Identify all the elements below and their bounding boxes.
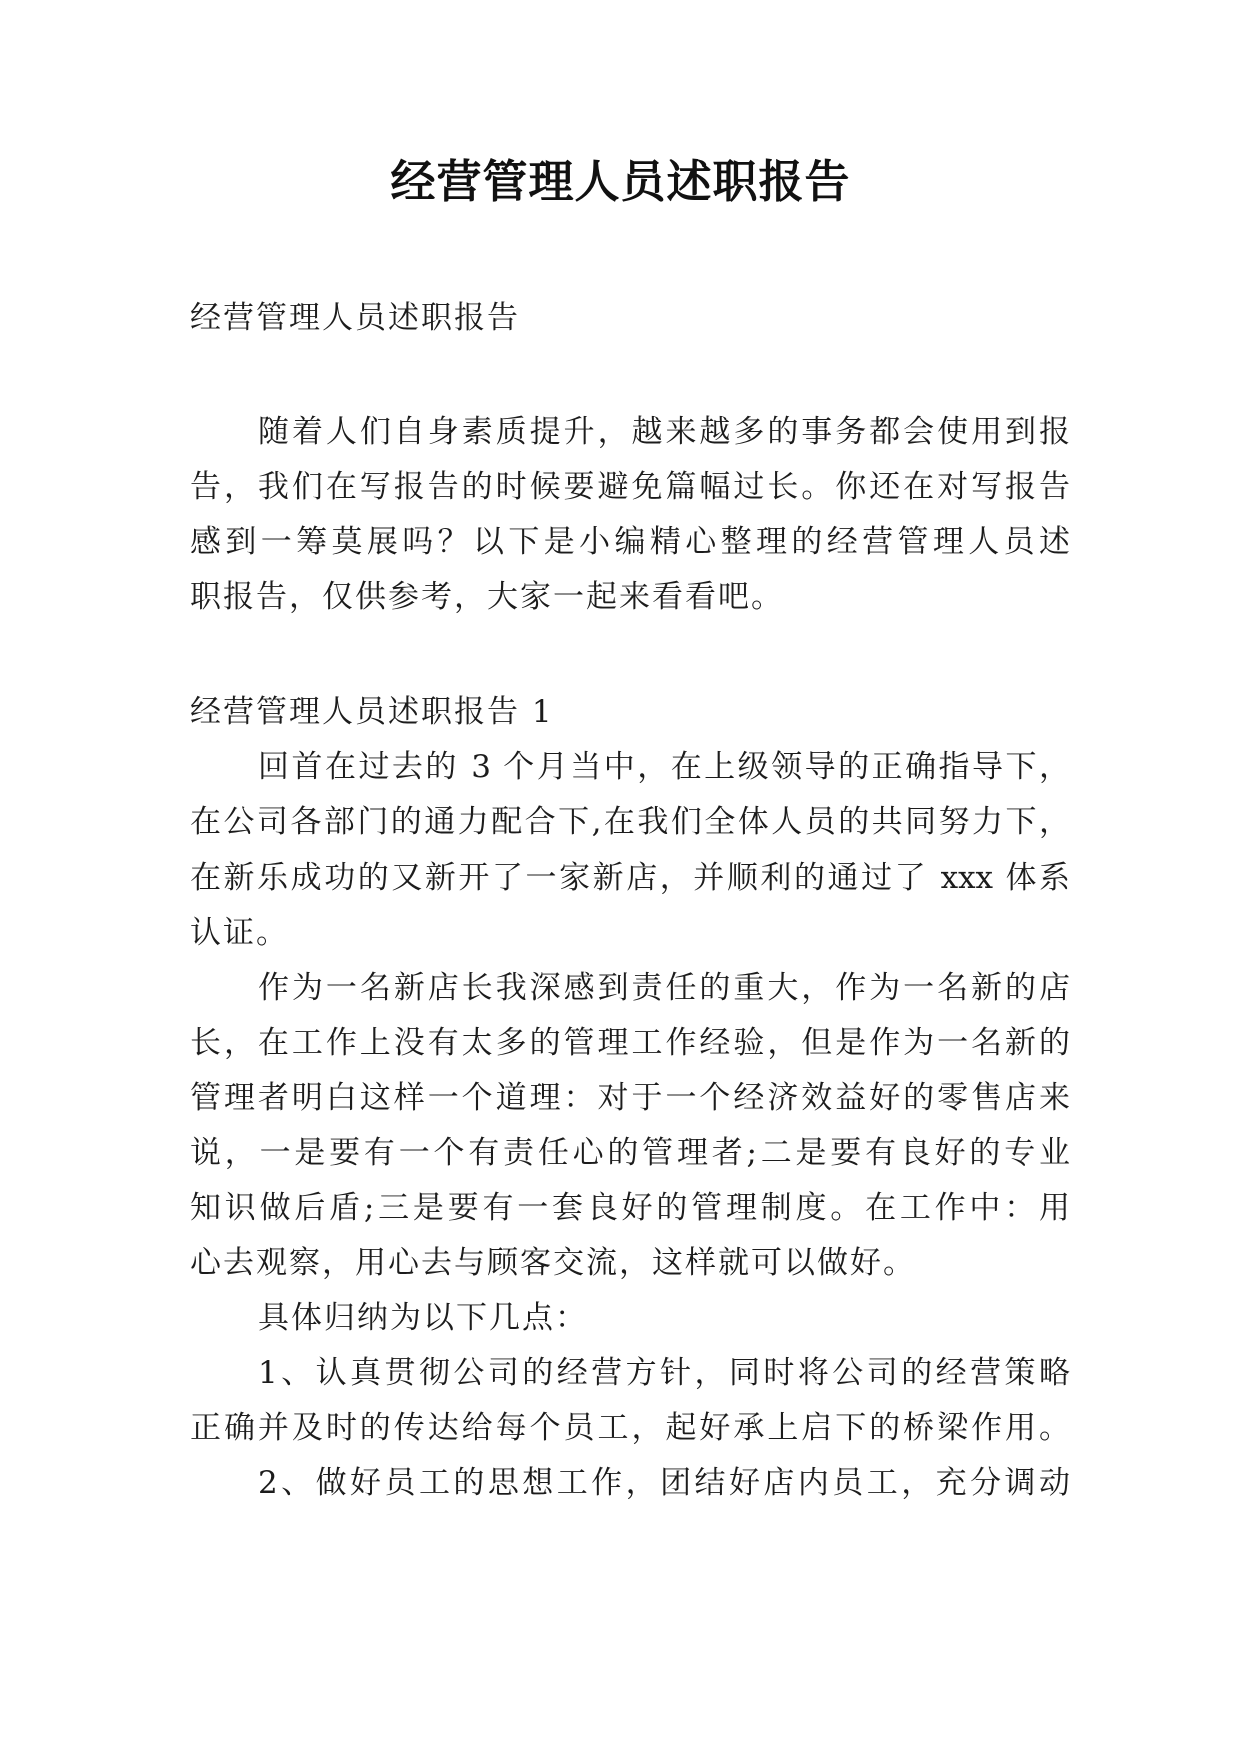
list-item-line: 2、做好员工的思想工作，团结好店内员工，充分调动 (258, 1465, 1070, 1501)
paragraph-line: 在新乐成功的又新开了一家新店，并顺利的通过了 xxx 体系 (190, 860, 1070, 896)
list-item-line: 1、认真贯彻公司的经营方针，同时将公司的经营策略 (258, 1355, 1070, 1391)
paragraph-line: 管理者明白这样一个道理：对于一个经济效益好的零售店来 (190, 1080, 1070, 1116)
subtitle: 经营管理人员述职报告 (190, 300, 520, 336)
intro-line: 随着人们自身素质提升，越来越多的事务都会使用到报 (258, 414, 1070, 450)
paragraph-line: 在公司各部门的通力配合下,在我们全体人员的共同努力下， (190, 804, 1070, 840)
paragraph-line: 认证。 (190, 915, 289, 951)
intro-line: 职报告，仅供参考，大家一起来看看吧。 (190, 579, 784, 615)
paragraph-line: 说，一是要有一个有责任心的管理者;二是要有良好的专业 (190, 1135, 1070, 1171)
paragraph-line: 知识做后盾;三是要有一套良好的管理制度。在工作中：用 (190, 1190, 1070, 1226)
paragraph-line: 作为一名新店长我深感到责任的重大，作为一名新的店 (258, 970, 1070, 1006)
section-heading: 经营管理人员述职报告 1 (190, 694, 554, 730)
paragraph-line: 长，在工作上没有太多的管理工作经验，但是作为一名新的 (190, 1025, 1070, 1061)
paragraph-line: 心去观察，用心去与顾客交流，这样就可以做好。 (190, 1245, 916, 1281)
intro-line: 感到一筹莫展吗？以下是小编精心整理的经营管理人员述 (190, 524, 1070, 560)
intro-line: 告，我们在写报告的时候要避免篇幅过长。你还在对写报告 (190, 469, 1070, 505)
paragraph-line: 回首在过去的 3 个月当中，在上级领导的正确指导下， (258, 749, 1070, 785)
list-item-line: 正确并及时的传达给每个员工，起好承上启下的桥梁作用。 (190, 1410, 1070, 1446)
paragraph-line: 具体归纳为以下几点： (258, 1300, 588, 1336)
document-title: 经营管理人员述职报告 (390, 155, 851, 208)
